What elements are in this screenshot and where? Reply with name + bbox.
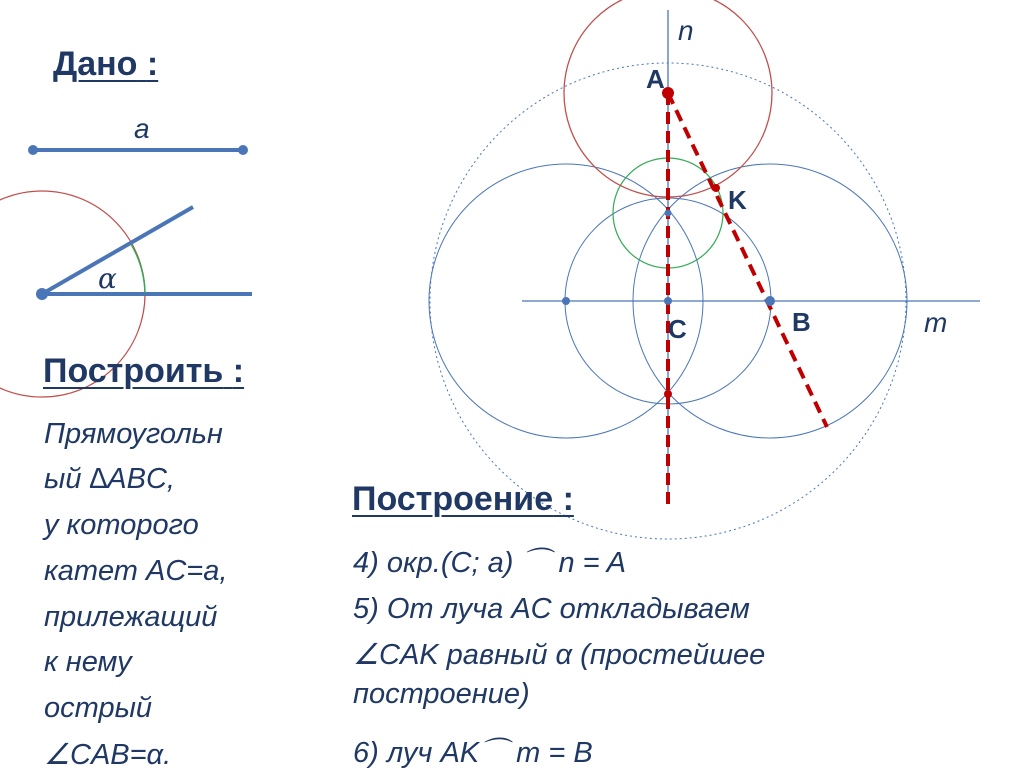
point-b (765, 296, 775, 306)
angle-vertex (36, 288, 48, 300)
construct-heading (43, 352, 244, 391)
construct-line: Прямоугольн (44, 418, 223, 450)
construction-step: ∠CAK равный α (простейшее (353, 639, 766, 671)
construct-line: катет AC=a, (44, 555, 228, 587)
label-m: m (924, 307, 948, 338)
ray-ak-dashed (668, 93, 827, 427)
label-c: C (668, 314, 687, 344)
given-angle-green-arc (131, 244, 145, 293)
construct-line: у которого (44, 509, 199, 541)
construct-line: прилежащий (44, 601, 218, 633)
segment-a-endpoint-right (238, 145, 248, 155)
segment-a-label: a (134, 113, 150, 144)
label-b: B (792, 307, 811, 337)
point-lower-intersection (664, 390, 672, 398)
construction-step: 5) От луча AC откладываем (353, 593, 750, 625)
construct-line: острый (44, 692, 153, 724)
construction-step: 4) окр.(C; a) ⌒ n = A (353, 547, 626, 579)
construction-heading (352, 480, 574, 519)
angle-ray-upper (42, 207, 193, 294)
construct-heading-colon: : (232, 352, 245, 390)
construction-step: построение) (353, 678, 530, 710)
angle-alpha-label: α (98, 262, 117, 295)
construction-step: 6) луч AK⌒ m = B (353, 737, 593, 769)
label-k: K (728, 185, 747, 215)
point-c (664, 297, 672, 305)
point-k (712, 184, 720, 192)
label-n: n (678, 15, 694, 46)
point-left-center (562, 297, 570, 305)
given-heading-text: Дано (53, 45, 138, 83)
given-heading (53, 45, 158, 84)
construct-line: ый ∆ABC, (44, 463, 175, 495)
construct-line: ∠CAB=α. (44, 739, 172, 771)
segment-a-endpoint-left (28, 145, 38, 155)
construct-line: к нему (44, 646, 132, 678)
given-heading-colon: : (146, 45, 159, 83)
construction-heading-colon: : (562, 480, 574, 518)
construction-heading-text: Построение (352, 480, 554, 518)
label-a: A (646, 64, 665, 94)
construct-heading-text: Построить (43, 352, 224, 390)
point-upper-intersection (665, 210, 672, 217)
